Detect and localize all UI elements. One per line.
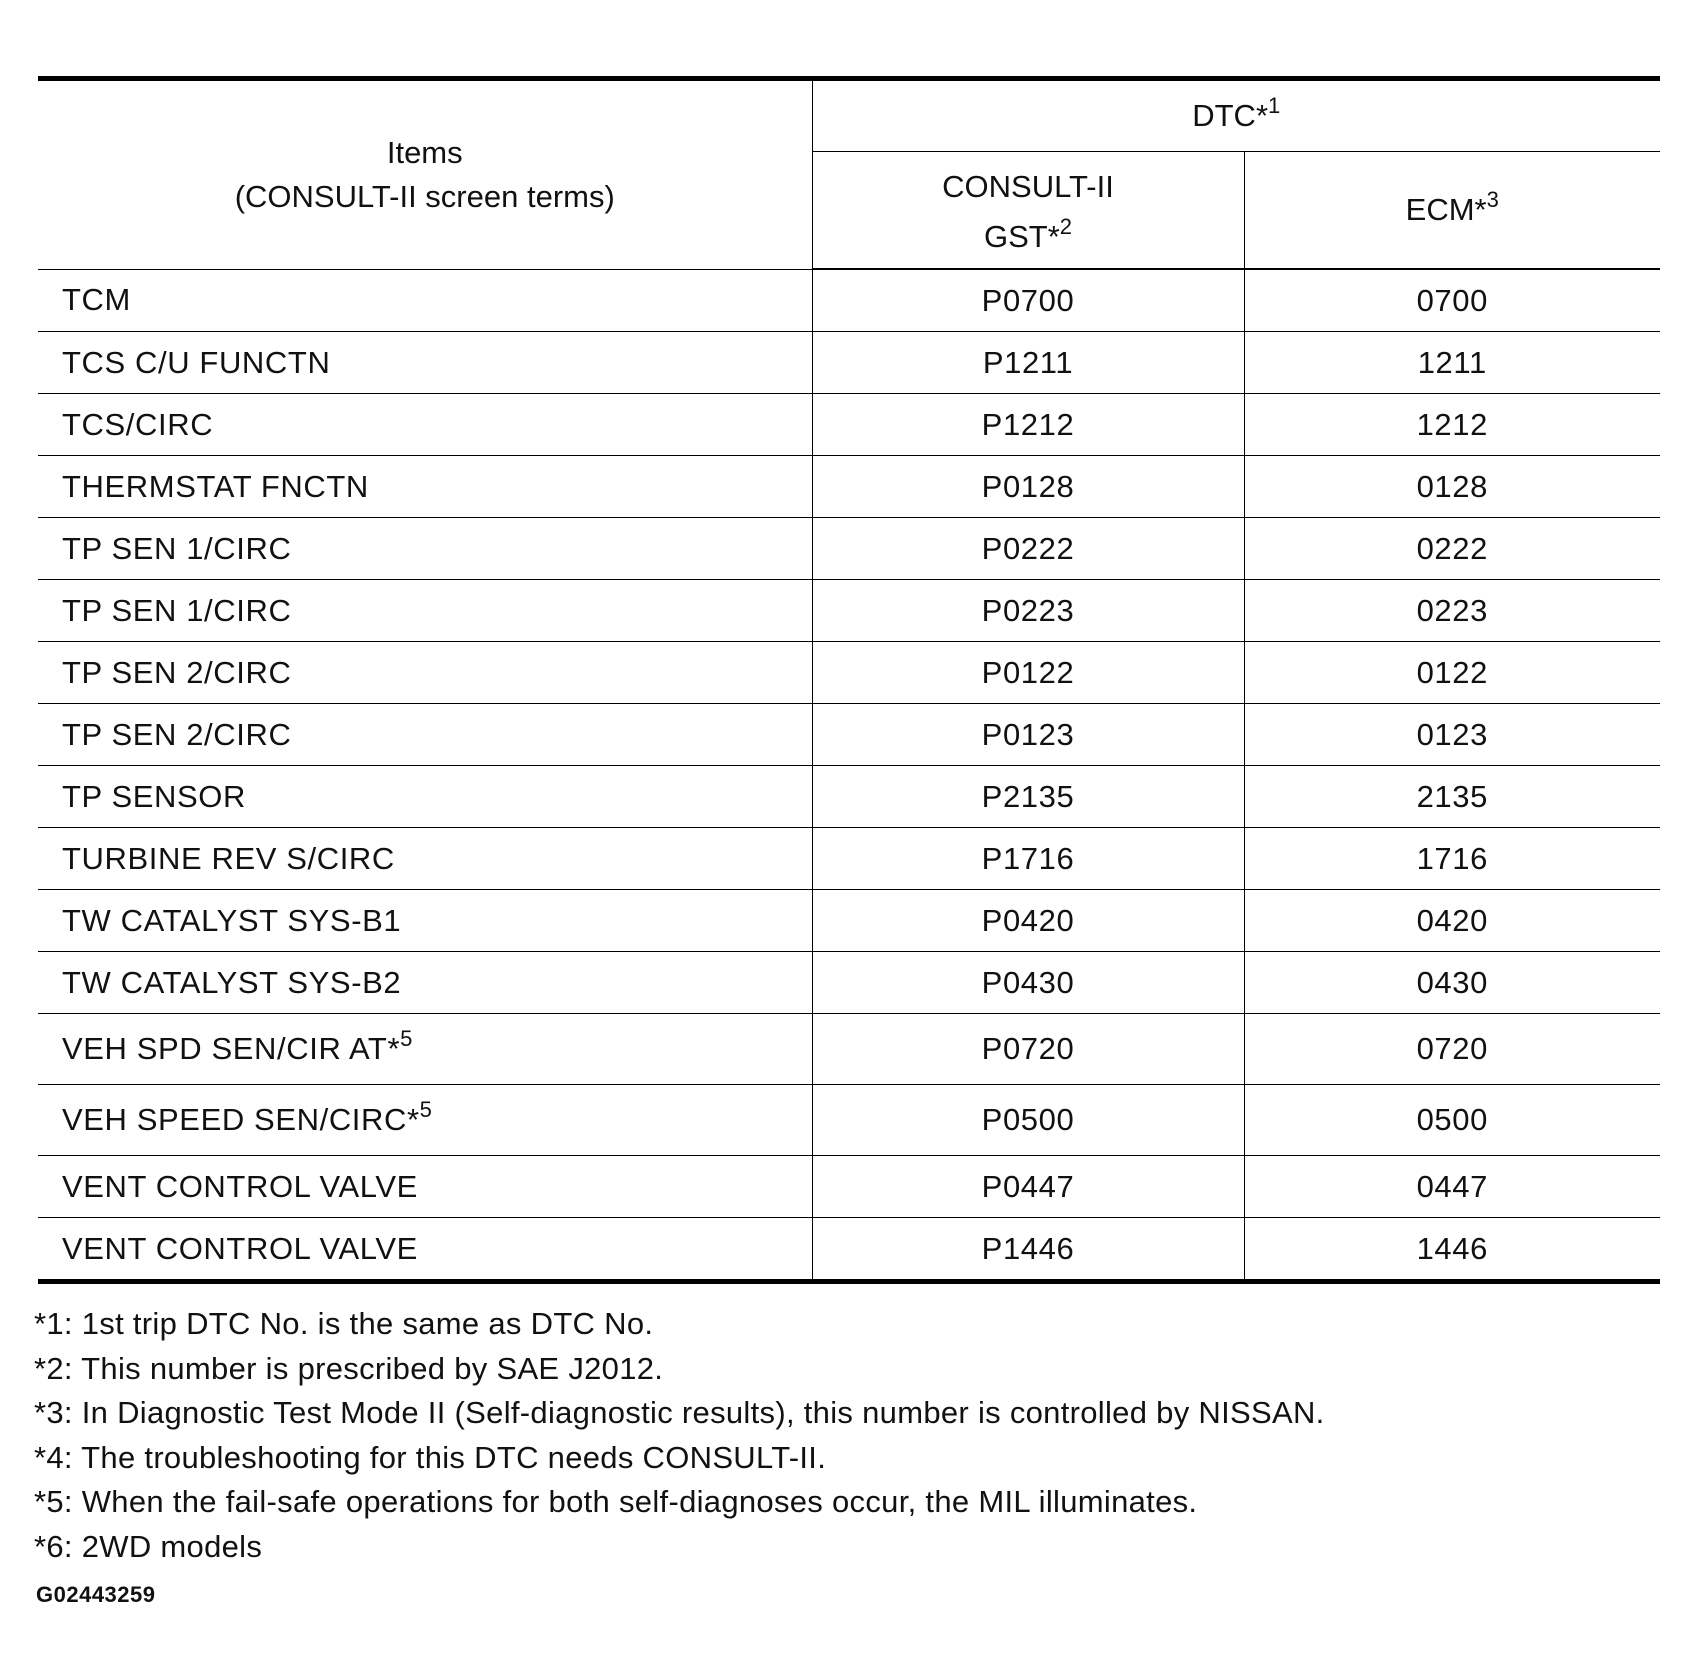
- table-row: [38, 1085, 1660, 1156]
- ecm-code-cell: 0222: [1244, 518, 1660, 580]
- consult-gst-code-cell: P1212: [812, 394, 1244, 456]
- item-cell: [38, 828, 812, 890]
- item-cell: [38, 1218, 812, 1282]
- consult-gst-code-cell: P0700: [812, 269, 1244, 332]
- item-label: TP SEN 1/CIRC: [62, 592, 292, 628]
- item-footnote-ref: 5: [419, 1096, 433, 1122]
- item-label: TURBINE REV S/CIRC: [62, 840, 395, 876]
- consult-gst-code-cell: P0430: [812, 952, 1244, 1014]
- table-row: [38, 890, 1660, 952]
- consult-gst-code-cell: P1446: [812, 1218, 1244, 1282]
- item-cell: [38, 1156, 812, 1218]
- item-label: VENT CONTROL VALVE: [62, 1230, 418, 1266]
- ecm-code-cell: 0420: [1244, 890, 1660, 952]
- table-header: [38, 79, 1660, 270]
- ecm-code-cell: 0700: [1244, 269, 1660, 332]
- consult-gst-column-header: [812, 152, 1244, 270]
- item-cell: [38, 766, 812, 828]
- ecm-code-cell: 1446: [1244, 1218, 1660, 1282]
- item-cell: [38, 518, 812, 580]
- table-row: [38, 704, 1660, 766]
- consult-gst-code-cell: P0222: [812, 518, 1244, 580]
- item-cell: [38, 704, 812, 766]
- table-row: [38, 456, 1660, 518]
- table-row: [38, 642, 1660, 704]
- item-cell: [38, 1085, 812, 1156]
- ecm-code-cell: 1211: [1244, 332, 1660, 394]
- ecm-header-label: ECM*: [1405, 192, 1487, 227]
- item-label: VEH SPEED SEN/CIRC*: [62, 1102, 420, 1137]
- ecm-code-cell: 0223: [1244, 580, 1660, 642]
- dtc-header-label: DTC*: [1192, 98, 1269, 133]
- item-label: VENT CONTROL VALVE: [62, 1168, 418, 1204]
- item-label: TCS C/U FUNCTN: [62, 344, 331, 380]
- table-row: [38, 580, 1660, 642]
- footnote-line: *2: This number is prescribed by SAE J2012.: [34, 1350, 664, 1386]
- consult-gst-code-cell: P1211: [812, 332, 1244, 394]
- consult-gst-code-cell: P0223: [812, 580, 1244, 642]
- table-row: [38, 1218, 1660, 1282]
- ecm-code-cell: 0122: [1244, 642, 1660, 704]
- footnote-line: *6: 2WD models: [34, 1528, 263, 1564]
- consult-gst-code-cell: P0123: [812, 704, 1244, 766]
- item-label: THERMSTAT FNCTN: [62, 468, 369, 504]
- table-row: [38, 269, 1660, 332]
- dtc-column-header: [812, 79, 1660, 152]
- item-label: TP SEN 1/CIRC: [62, 530, 292, 566]
- ecm-code-cell: 0500: [1244, 1085, 1660, 1156]
- table-row: [38, 952, 1660, 1014]
- item-label: TP SEN 2/CIRC: [62, 716, 292, 752]
- consult-gst-code-cell: P0122: [812, 642, 1244, 704]
- footnote-line: *1: 1st trip DTC No. is the same as DTC No.: [34, 1306, 654, 1341]
- item-label: TP SEN 2/CIRC: [62, 654, 292, 690]
- item-cell: [38, 269, 812, 332]
- ecm-column-header: [1244, 152, 1660, 270]
- table-body: [38, 269, 1660, 1282]
- consult-gst-code-cell: P0500: [812, 1085, 1244, 1156]
- item-cell: [38, 580, 812, 642]
- table-row: [38, 1156, 1660, 1218]
- ecm-code-cell: 2135: [1244, 766, 1660, 828]
- items-column-header: [38, 79, 812, 270]
- table-row: [38, 766, 1660, 828]
- footnote-line: *5: When the fail-safe operations for both self-diagnoses occur, the MIL illuminates.: [34, 1484, 1198, 1520]
- item-label: TCM: [62, 282, 131, 318]
- item-cell: [38, 394, 812, 456]
- item-footnote-ref: 5: [400, 1025, 413, 1051]
- item-cell: [38, 952, 812, 1014]
- item-cell: [38, 890, 812, 952]
- consult-gst-code-cell: P1716: [812, 828, 1244, 890]
- item-label: TCS/CIRC: [62, 406, 214, 442]
- item-cell: [38, 1014, 812, 1085]
- table-row: [38, 518, 1660, 580]
- consult-header-line2: GST*: [983, 219, 1060, 254]
- figure-id: G02443259: [36, 1582, 156, 1607]
- item-label: VEH SPD SEN/CIR AT*: [62, 1031, 401, 1066]
- dtc-header-note: 1: [1268, 92, 1281, 118]
- item-cell: [38, 456, 812, 518]
- item-cell: [38, 332, 812, 394]
- consult-gst-code-cell: P0447: [812, 1156, 1244, 1218]
- ecm-header-note: 3: [1486, 186, 1499, 212]
- table-row: [38, 828, 1660, 890]
- item-cell: [38, 642, 812, 704]
- consult-gst-code-cell: P0720: [812, 1014, 1244, 1085]
- items-header-line2: (CONSULT-II screen terms): [234, 178, 615, 214]
- table-row: [38, 332, 1660, 394]
- item-label: TP SENSOR: [62, 778, 246, 814]
- footnote-line: *3: In Diagnostic Test Mode II (Self-diagnostic results), this number is controlled by NISSAN.: [34, 1395, 1325, 1431]
- footnote-line: *4: The troubleshooting for this DTC needs CONSULT-II.: [34, 1439, 827, 1475]
- footnotes: [34, 1302, 1654, 1570]
- ecm-code-cell: 0128: [1244, 456, 1660, 518]
- table-row: [38, 394, 1660, 456]
- consult-gst-code-cell: P0420: [812, 890, 1244, 952]
- consult-header-line1: CONSULT-II: [942, 169, 1114, 204]
- ecm-code-cell: 0720: [1244, 1014, 1660, 1085]
- consult-gst-code-cell: P0128: [812, 456, 1244, 518]
- item-label: TW CATALYST SYS-B1: [62, 902, 402, 938]
- ecm-code-cell: 1716: [1244, 828, 1660, 890]
- consult-header-note: 2: [1059, 213, 1073, 239]
- ecm-code-cell: 0123: [1244, 704, 1660, 766]
- ecm-code-cell: 0430: [1244, 952, 1660, 1014]
- ecm-code-cell: 1212: [1244, 394, 1660, 456]
- items-header-line1: Items: [386, 134, 463, 170]
- table-row: [38, 1014, 1660, 1085]
- ecm-code-cell: 0447: [1244, 1156, 1660, 1218]
- item-label: TW CATALYST SYS-B2: [62, 964, 402, 1000]
- dtc-table: [38, 76, 1660, 1284]
- consult-gst-code-cell: P2135: [812, 766, 1244, 828]
